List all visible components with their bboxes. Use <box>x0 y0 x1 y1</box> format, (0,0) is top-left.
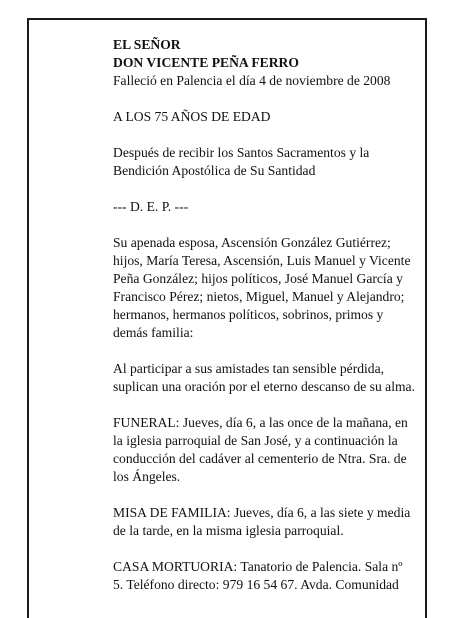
text-line: Al participar a sus amistades tan sensible pérdida, <box>113 361 385 376</box>
text-line: Francisco Pérez; nietos, Miguel, Manuel y Alejandro; <box>113 289 405 304</box>
text-line: hijos, María Teresa, Ascensión, Luis Manuel y Vicente <box>113 253 411 268</box>
funeral-paragraph <box>113 414 413 486</box>
header-title: EL SEÑOR <box>113 37 181 52</box>
request-paragraph <box>113 360 413 396</box>
text-line: FUNERAL: Jueves, día 6, a las once de la mañana, en <box>113 415 408 430</box>
text-line: 5. Teléfono directo: 979 16 54 67. Avda. Comunidad <box>113 577 399 592</box>
text-line: la iglesia parroquial de San José, y a continuación la <box>113 433 398 448</box>
text-line: los Ángeles. <box>113 469 181 484</box>
death-date-line: Falleció en Palencia el día 4 de noviembre de 2008 <box>113 73 391 88</box>
text-line: hermanos, hermanos políticos, sobrinos, primos y <box>113 307 384 322</box>
text-line: de la tarde, en la misma iglesia parroquial. <box>113 523 344 538</box>
text-line: Después de recibir los Santos Sacramentos y la <box>113 145 370 160</box>
funeral-home-paragraph <box>113 558 413 594</box>
text-line: MISA DE FAMILIA: Jueves, día 6, a las siete y media <box>113 505 411 520</box>
sacraments-paragraph <box>113 144 413 180</box>
text-line: Peña González; hijos políticos, José Manuel García y <box>113 271 403 286</box>
age-line: A LOS 75 AÑOS DE EDAD <box>113 109 271 124</box>
rip-line: --- D. E. P. --- <box>113 199 189 214</box>
text-line: CASA MORTUORIA: Tanatorio de Palencia. Sala nº <box>113 559 403 574</box>
obituary-notice <box>113 36 413 612</box>
deceased-name: DON VICENTE PEÑA FERRO <box>113 55 299 70</box>
family-paragraph <box>113 234 413 342</box>
text-line: Su apenada esposa, Ascensión González Gutiérrez; <box>113 235 391 250</box>
text-line: conducción del cadáver al cementerio de Ntra. Sra. de <box>113 451 407 466</box>
family-mass-paragraph <box>113 504 413 540</box>
deceased-header <box>113 36 413 90</box>
text-line: suplican una oración por el eterno descanso de su alma. <box>113 379 415 394</box>
text-line: Bendición Apostólica de Su Santidad <box>113 163 316 178</box>
text-line: demás familia: <box>113 325 194 340</box>
